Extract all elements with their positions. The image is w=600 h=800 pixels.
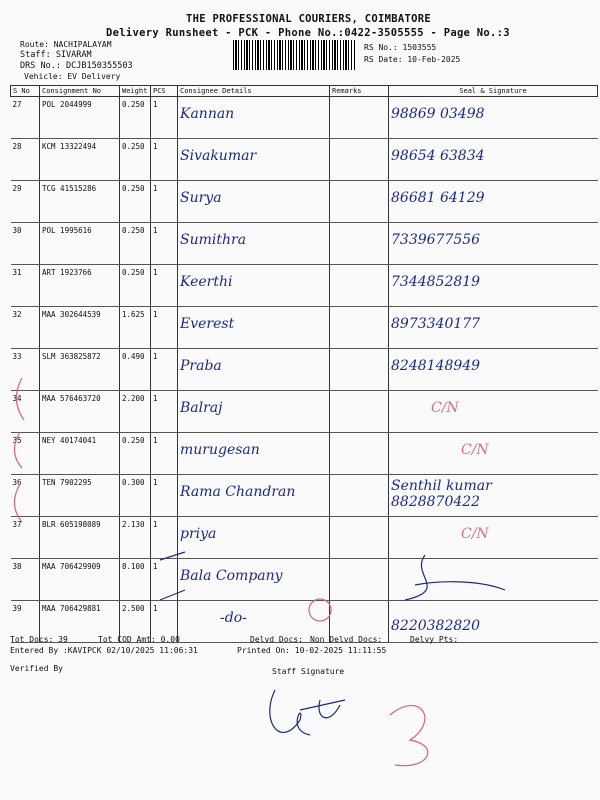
row-consignee: Sivakumar — [180, 148, 257, 164]
row-signature: 86681 64129 — [391, 190, 485, 206]
row-weight: 2.500 — [120, 601, 151, 643]
row-weight: 0.250 — [120, 139, 151, 181]
row-consignee: murugesan — [180, 442, 260, 458]
entered-by: Entered By :KAVIPCK 02/10/2025 11:06:31 — [10, 646, 198, 655]
row-weight: 0.250 — [120, 265, 151, 307]
row-sno: 33 — [11, 349, 40, 391]
row-pcs: 1 — [151, 307, 178, 349]
total-cod: Tot COD Amt: 0.00 — [98, 635, 180, 644]
col-sno: S No — [11, 86, 40, 97]
row-consignee: Rama Chandran — [180, 484, 296, 500]
row-sno: 34 — [11, 391, 40, 433]
staff-signature-label: Staff Signature — [272, 667, 345, 676]
verified-by: Verified By — [10, 664, 63, 673]
row-consignee: Bala Company — [180, 568, 283, 584]
row-consignment: TCG 41515286 — [40, 181, 120, 223]
row-pcs: 1 — [151, 139, 178, 181]
row-consignment: POL 2044999 — [40, 97, 120, 139]
non-delivered-docs: Non Delvd Docs: — [310, 635, 383, 644]
runsheet-subtitle: Delivery Runsheet - PCK - Phone No.:0422-3505555 - Page No.:3 — [106, 27, 510, 39]
delivered-docs: Delvd Docs: — [250, 635, 303, 644]
row-sno: 27 — [11, 97, 40, 139]
row-consignment: BLR 605198089 — [40, 517, 120, 559]
row-signature: 7344852819 — [391, 274, 481, 290]
row-sno: 32 — [11, 307, 40, 349]
route: Route: NACHIPALAYAM — [20, 40, 112, 49]
row-consignment: ART 1923766 — [40, 265, 120, 307]
row-signature: C/N — [461, 526, 489, 542]
row-consignment: MAA 576463720 — [40, 391, 120, 433]
col-consignment: Consignment No — [40, 86, 120, 97]
row-weight: 8.100 — [120, 559, 151, 601]
row-consignee: Balraj — [180, 400, 223, 416]
row-weight: 1.625 — [120, 307, 151, 349]
row-consignment: MAA 706429909 — [40, 559, 120, 601]
row-signature: Senthil kumar 8828870422 — [391, 478, 492, 510]
red-number-mark — [390, 705, 428, 765]
row-consignment: TEN 7902295 — [40, 475, 120, 517]
staff-signature-scribble — [270, 690, 345, 735]
vehicle: Vehicle: EV Delivery — [24, 72, 121, 81]
row-consignee: Surya — [180, 190, 222, 206]
row-signature: 98869 03498 — [391, 106, 485, 122]
company-title: THE PROFESSIONAL COURIERS, COIMBATORE — [186, 13, 431, 25]
row-signature: 98654 63834 — [391, 148, 485, 164]
col-signature: Seal & Signature — [389, 86, 598, 97]
col-pcs: PCS — [151, 86, 178, 97]
row-weight: 0.250 — [120, 97, 151, 139]
red-bracket-mark — [14, 432, 22, 468]
blue-tick-mark — [160, 552, 185, 560]
row-pcs: 1 — [151, 433, 178, 475]
row-pcs: 1 — [151, 517, 178, 559]
row-consignment: MAA 706429881 — [40, 601, 120, 643]
row-sno: 35 — [11, 433, 40, 475]
row-consignment: NEY 40174041 — [40, 433, 120, 475]
row-pcs: 1 — [151, 181, 178, 223]
row-consignee: Everest — [180, 316, 235, 332]
row-weight: 2.130 — [120, 517, 151, 559]
staff: Staff: SIVARAM — [20, 50, 92, 60]
row-sno: 38 — [11, 559, 40, 601]
row-consignee: Sumithra — [180, 232, 247, 248]
printed-on: Printed On: 10-02-2025 11:11:55 — [237, 646, 387, 655]
blue-tick-mark — [160, 590, 185, 600]
row-consignee: Kannan — [180, 106, 235, 122]
row-sno: 28 — [11, 139, 40, 181]
row-pcs: 1 — [151, 223, 178, 265]
row-signature: 8973340177 — [391, 316, 481, 332]
row-consignee: Praba — [180, 358, 222, 374]
row-pcs: 1 — [151, 559, 178, 601]
row-sno: 30 — [11, 223, 40, 265]
row-pcs: 1 — [151, 391, 178, 433]
row-pcs: 1 — [151, 475, 178, 517]
row-sno: 36 — [11, 475, 40, 517]
total-docs: Tot Docs: 39 — [10, 635, 68, 644]
row-weight: 0.250 — [120, 433, 151, 475]
row-weight: 0.250 — [120, 223, 151, 265]
row-weight: 2.200 — [120, 391, 151, 433]
col-remarks: Remarks — [330, 86, 389, 97]
row-consignment: KCM 13322494 — [40, 139, 120, 181]
row-consignment: POL 1995616 — [40, 223, 120, 265]
red-bracket-mark — [16, 378, 24, 420]
row-pcs: 1 — [151, 601, 178, 643]
row-consignee: Keerthi — [180, 274, 233, 290]
row-sno: 39 — [11, 601, 40, 643]
drs-number: DRS No.: DCJB150355503 — [20, 61, 133, 71]
row-consignment: SLM 363825872 — [40, 349, 120, 391]
row-weight: 0.250 — [120, 181, 151, 223]
row-consignee: priya — [180, 526, 217, 542]
row-signature: 8220382820 — [391, 618, 481, 634]
signature-scribble — [405, 555, 505, 600]
row-signature: 7339677556 — [391, 232, 481, 248]
col-consignee: Consignee Details — [178, 86, 330, 97]
row-consignee: -do- — [220, 610, 247, 626]
row-pcs: 1 — [151, 97, 178, 139]
delivery-points: Delvy Pts: — [410, 635, 459, 644]
row-sno: 29 — [11, 181, 40, 223]
row-consignment: MAA 302644539 — [40, 307, 120, 349]
col-weight: Weight — [120, 86, 151, 97]
row-sno: 31 — [11, 265, 40, 307]
row-pcs: 1 — [151, 265, 178, 307]
row-signature: 8248148949 — [391, 358, 481, 374]
row-weight: 0.300 — [120, 475, 151, 517]
row-sno: 37 — [11, 517, 40, 559]
rs-number: RS No.: 1503555 — [364, 43, 437, 52]
rs-date: RS Date: 10-Feb-2025 — [364, 55, 461, 64]
red-bracket-mark — [14, 484, 22, 522]
row-signature: C/N — [461, 442, 489, 458]
row-pcs: 1 — [151, 349, 178, 391]
red-circle-mark — [309, 599, 331, 621]
row-signature: C/N — [431, 400, 459, 416]
row-weight: 0.490 — [120, 349, 151, 391]
